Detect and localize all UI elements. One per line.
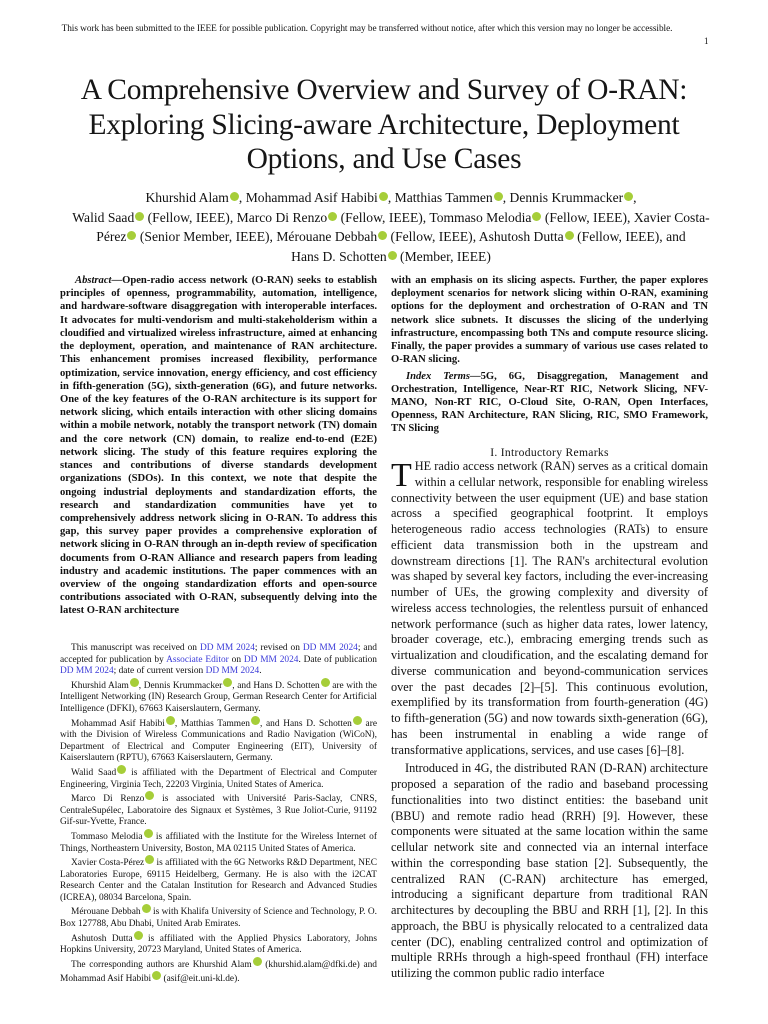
footnote-text: are with the Intelligent Networking (IN) Research Group, German Research Center for Artificial Intelligence (DFKI), 67663 Kaiserslautern, Germany. xyxy=(60,680,377,714)
orcid-icon[interactable] xyxy=(144,829,153,838)
orcid-icon[interactable] xyxy=(135,212,144,221)
date-link[interactable]: DD MM 2024 xyxy=(205,666,260,677)
footnote-text: is affiliated with the Institute for the Wireless Internet of Things, Northeastern University, Boston, MA 02115 United States of America. xyxy=(60,831,377,854)
footnote-text: ; date of current version xyxy=(113,666,206,677)
author-list xyxy=(66,188,716,266)
footnote-text: is affiliated with the 6G Networks R&D Department, NEC Laboratories Europe, 69115 Heidelberg, Germany. He is also with the i2CAT Research Center and the Catalan Institution for Research and Advanced Studies (ICREA), 08034 Barcelona, Spain. xyxy=(60,858,378,903)
abstract-label: Abstract xyxy=(75,275,112,286)
footnote-text: Marco Di Renzo xyxy=(71,794,145,805)
footnote-affiliation-neu xyxy=(60,829,377,855)
date-link[interactable]: DD MM 2024 xyxy=(60,666,114,677)
orcid-icon[interactable] xyxy=(130,678,139,687)
editor-link[interactable]: Associate Editor xyxy=(166,654,229,665)
abstract xyxy=(60,274,377,618)
abstract-text: —Open-radio access network (O-RAN) seeks to establish principles of openness, programmability, automation, intelligence, and hardware-software disaggregation with interoperable interfaces. It advocates for multi-vendorism and multi-stakeholderism within a cloudified and virtualized wireless infrastructure, aimed at enhancing the deployment, operation, and maintenance of RAN architecture. This enhancement promises increased flexibility, performance optimization, service innovation, energy efficiency, and cost efficiency in fifth-generation (5G), sixth-generation (6G), and future networks. One of the key features of the O-RAN architecture is its support for network slicing, which entails interaction with other slicing domains within a mobile network, notably the transport network (TN) domain and the core network (CN) domain, to realize end-to-end (E2E) network slicing. The study of this feature requires exploring the stances and contributions of diverse standards development organizations (SDOs). In this context, we note that despite the ongoing industrial deployments and standardization efforts, the research and standardization communities have yet to comprehensively address network slicing in O-RAN. To address this gap, this survey paper provides a comprehensive exploration of network slicing in O-RAN through an in-depth review of specification documents from O-RAN Alliance and research papers from leading industry and academic institutions. The paper commences with an overview of the ongoing standardization efforts and open-source contributions associated with O-RAN, subsequently delving into the latest O-RAN architecture xyxy=(60,275,377,617)
title-line-3: Options, and Use Cases xyxy=(246,143,522,175)
index-terms xyxy=(391,370,708,436)
orcid-icon[interactable] xyxy=(328,212,337,221)
footnote-text: , and Hans D. Schotten xyxy=(232,680,320,691)
footnote-text: is affiliated with the Applied Physics Laboratory, Johns Hopkins University, 20723 Maryland, United States of America. xyxy=(60,933,377,956)
date-link[interactable]: DD MM 2024 xyxy=(243,654,299,665)
author-name: (Senior Member, IEEE), Mérouane Debbah xyxy=(136,229,378,244)
date-link[interactable]: DD MM 2024 xyxy=(199,643,255,653)
author-name: (Fellow, IEEE), Marco Di Renzo xyxy=(144,209,328,225)
footnote-text: are with the Division of Wireless Communications and Radio Navigation (WiCoN), Department of Electrical and Computer Engineering (EIT), University of Kaiserslautern (RPTU), 67663 Kaiserslautern, Germany. xyxy=(60,718,377,764)
footnote-affiliation-jhu xyxy=(60,931,377,957)
footnote-corresponding xyxy=(60,957,377,986)
footnote-text: Mérouane Debbah xyxy=(71,907,141,918)
intro-paragraph-1 xyxy=(391,459,708,758)
abstract-continued xyxy=(391,274,708,436)
author-name: Walid Saad xyxy=(72,209,135,225)
footnote-text: , Dennis Krummacker xyxy=(138,680,223,691)
footnote-text: Xavier Costa-Pérez xyxy=(71,858,145,869)
footnote-text: is with Khalifa University of Science and Technology, P. O. Box 127788, Abu Dhabi, United Arab Emirates. xyxy=(60,907,377,930)
footnotes xyxy=(60,643,377,986)
footnote-text: is affiliated with the Department of Electrical and Computer Engineering, Virginia Tech, 22203 Virginia, United States of America. xyxy=(60,767,377,790)
orcid-icon[interactable] xyxy=(253,957,262,966)
footnote-affiliation-khalifa xyxy=(60,904,377,930)
orcid-icon[interactable] xyxy=(321,678,330,687)
author-name: , Mohammad Asif Habibi xyxy=(238,190,378,205)
author-separator: , xyxy=(633,190,637,205)
title-line-1: A Comprehensive Overview and Survey of O-RAN: xyxy=(80,74,688,106)
orcid-icon[interactable] xyxy=(117,765,126,774)
orcid-icon[interactable] xyxy=(166,716,175,725)
drop-cap: T xyxy=(391,457,412,494)
footnote-text: The corresponding authors are Khurshid Alam xyxy=(71,959,252,970)
footnote-text: . xyxy=(259,666,262,677)
footnote-text: Ashutosh Dutta xyxy=(71,933,133,944)
footnote-text: , Matthias Tammen xyxy=(174,718,250,729)
intro-paragraph-2: Introduced in 4G, the distributed RAN (D-RAN) architecture proposed a separation of the radio and baseband processing functionalities into two distinct entities: the baseband unit (BBU) and remote radio head (RRH) [9]. However, these components were situated at the same location within the same cellular network site and connected via an internal interface within the corresponding base station [2]. Subsequently, the centralized RAN (C-RAN) architecture has emerged, introducing a significant departure from traditional RAN architectures by decoupling the BBU and RRH [1], [2]. In this approach, the BBU is physically relocated to a centralized data center (DC), enabling centralized control and optimization of multiple RRHs through a high-speed fronthaul (FH) interface utilizing the common public radio interface xyxy=(391,761,708,980)
footnote-affiliation-vt xyxy=(60,765,377,791)
orcid-icon[interactable] xyxy=(251,716,260,725)
index-terms-label: Index Terms xyxy=(406,370,470,382)
author-name: (Fellow, IEEE), Ashutosh Dutta xyxy=(387,229,564,244)
footnote-text: (khurshid.alam@dfki.de) and Mohammad Asif Habibi xyxy=(60,959,377,985)
orcid-icon[interactable] xyxy=(152,971,161,980)
author-name: Hans D. Schotten xyxy=(291,248,387,264)
index-terms-text: —5G, 6G, Disaggregation, Management and Orchestration, Intelligence, Near-RT RIC, Network Slicing, NFV-MANO, Non-RT RIC, O-Cloud Site, O-RAN, Open Interfaces, Openness, RAN Architecture, RAN Slicing, RIC, SMO Framework, TN Slicing xyxy=(391,370,708,435)
footnote-text: (asif@eit.uni-kl.de). xyxy=(161,974,240,985)
author-name: (Fellow, IEEE), and xyxy=(573,229,686,244)
orcid-icon[interactable] xyxy=(142,904,151,913)
orcid-icon[interactable] xyxy=(494,192,503,201)
footnote-text: . Date of publication xyxy=(298,654,377,665)
page-number: 1 xyxy=(704,36,709,46)
author-name: (Member, IEEE) xyxy=(396,248,491,264)
paper-title xyxy=(40,73,728,177)
title-line-2: Exploring Slicing-aware Architecture, Deployment xyxy=(88,108,680,141)
author-name: , Dennis Krummacker xyxy=(502,190,624,205)
footnote-text: Mohammad Asif Habibi xyxy=(71,718,165,729)
orcid-icon[interactable] xyxy=(145,855,154,864)
intro-paragraph-1-text: HE radio access network (RAN) serves as a critical domain within a cellular network, responsible for enabling wireless connectivity between the user equipment (UE) and base station across a specified geographical footprint. It employs heterogeneous radio access technologies (RATs) to ensure efficient data transmission both in the upstream and downstream directions [1]. The RAN's architectural evolution was shaped by several key factors, including the ever-increasing number of UEs, the growing complexity and diversity of wireless access technologies, the relentless pursuit of enhanced network performance (such as higher data rates, lower latency, broader coverage, etc.), embracing emerging trends such as virtualization and cloudification, and the escalating demand for diverse communication and beyond-communication services over the past decades [2]–[5]. This continuous evolution, exemplified by its transformation from fourth-generation (4G) to fifth-generation (5G) and now towards sixth-generation (6G), has been instrumental in enabling a wide range of transformative applications, services, and use cases [6]–[8]. xyxy=(391,459,708,757)
abstract-continued-text: with an emphasis on its slicing aspects. Further, the paper explores deployment scenarios for network slicing within O-RAN, examining options for the deployment and orchestration of O-RAN and TN network slice subnets. It discusses the slicing of the underlying infrastructure, encompassing both TNs and compute resource slicing. Finally, the paper provides a summary of various use cases related to O-RAN slicing. xyxy=(391,275,708,366)
orcid-icon[interactable] xyxy=(353,716,362,725)
orcid-icon[interactable] xyxy=(223,678,232,687)
author-name: , Matthias Tammen xyxy=(387,190,493,205)
orcid-icon[interactable] xyxy=(624,192,633,201)
footnote-text: , and Hans D. Schotten xyxy=(259,718,352,729)
date-link[interactable]: DD MM 2024 xyxy=(302,643,358,653)
copyright-notice: This work has been submitted to the IEEE for possible publication. Copyright may be transferred without notice, after which this version may no longer be accessible. xyxy=(61,24,673,34)
orcid-icon[interactable] xyxy=(379,192,388,201)
footnote-text: ; and accepted for publication by xyxy=(60,643,377,665)
orcid-icon[interactable] xyxy=(378,231,387,240)
orcid-icon[interactable] xyxy=(134,931,143,940)
footnote-text: ; revised on xyxy=(254,643,303,653)
author-name: (Fellow, IEEE), Tommaso Melodia xyxy=(337,209,532,225)
orcid-icon[interactable] xyxy=(565,231,574,240)
footnote-text: on xyxy=(228,654,244,665)
footnote-text: is associated with Université Paris-Saclay, CNRS, CentraleSupélec, Laboratoire des Signaux et Systèmes, 3 Rue Joliot-Curie, 91192 Gif-sur-Yvette, France. xyxy=(60,794,377,828)
intro-body xyxy=(391,459,708,982)
footnote-text: This manuscript was received on xyxy=(71,643,200,653)
footnote-affiliation-dfki xyxy=(60,678,377,716)
orcid-icon[interactable] xyxy=(145,791,154,800)
author-name: Khurshid Alam xyxy=(145,190,229,205)
author-name: (Fellow, IEEE), Xavier Costa-Pérez xyxy=(96,209,710,244)
footnote-text: Walid Saad xyxy=(71,767,117,778)
footnote-affiliation-saclay xyxy=(60,791,377,829)
footnote-received xyxy=(60,643,377,678)
orcid-icon[interactable] xyxy=(388,251,397,260)
orcid-icon[interactable] xyxy=(230,192,239,201)
footnote-affiliation-rptu xyxy=(60,716,377,765)
section-heading: I. Introductory Remarks xyxy=(490,446,609,459)
footnote-text: Khurshid Alam xyxy=(71,680,129,691)
footnote-affiliation-nec xyxy=(60,855,377,904)
footnote-text: Tommaso Melodia xyxy=(71,831,143,842)
